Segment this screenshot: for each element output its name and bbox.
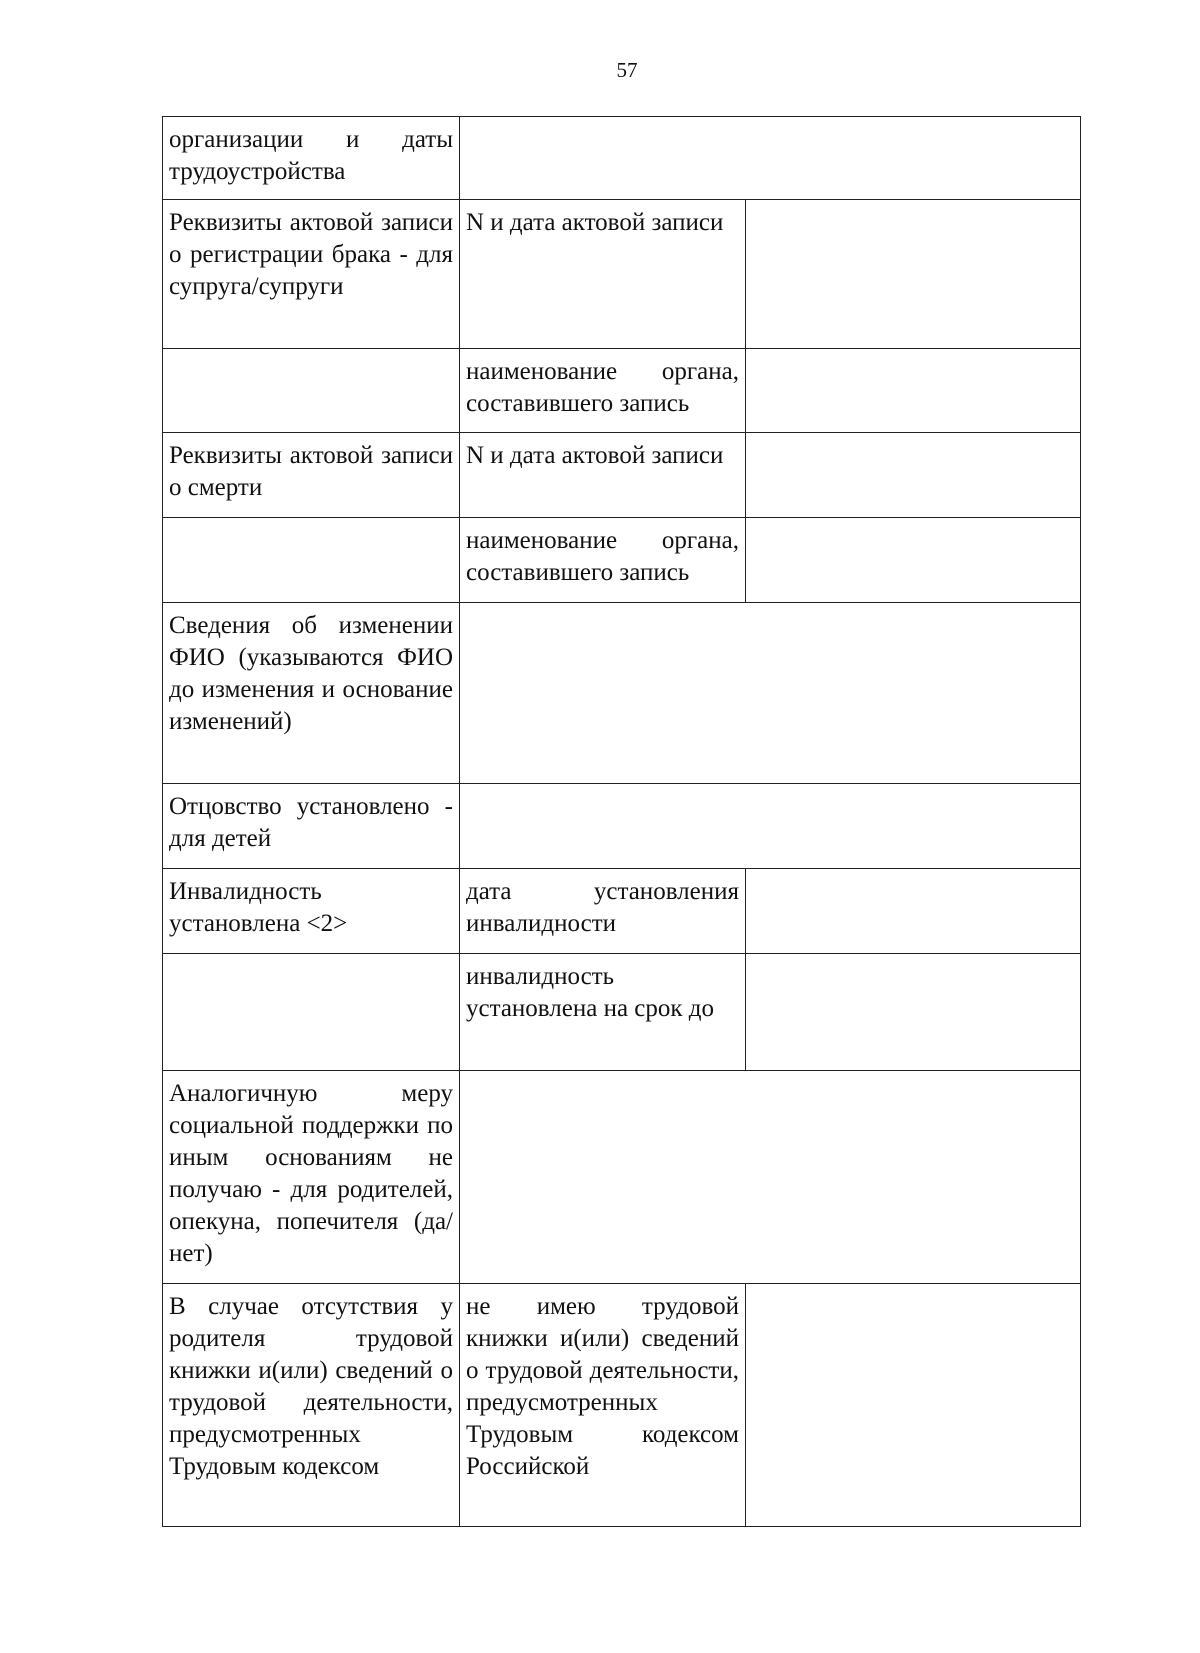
death-record-authority-label: наименование органа, составившего запись (460, 518, 746, 603)
employment-label: организации и даты трудоустройства (163, 117, 460, 200)
empty-label-cell (163, 518, 460, 603)
no-work-book-value[interactable] (746, 1284, 1081, 1527)
disability-label: Инвалидность установлена <2> (163, 869, 460, 954)
row-name-change (163, 603, 1081, 784)
disability-date-label: дата установления инвалидности (460, 869, 746, 954)
name-change-label: Сведения об изменении ФИО (указываются ФИО до изменения и основание изменений) (163, 603, 460, 784)
empty-label-cell (163, 349, 460, 433)
name-change-value-cell[interactable] (460, 603, 1081, 784)
row-death-authority (163, 518, 1081, 603)
application-form-table (162, 116, 1081, 1527)
death-record-authority-value[interactable] (746, 518, 1081, 603)
marriage-record-authority-value[interactable] (746, 349, 1081, 433)
page-number: 57 (616, 58, 638, 82)
death-record-number-date-label: N и дата актовой записи (460, 433, 746, 518)
similar-support-value-cell[interactable] (460, 1071, 1081, 1284)
row-employment (163, 117, 1081, 200)
death-record-number-date-value[interactable] (746, 433, 1081, 518)
paternity-value-cell[interactable] (460, 784, 1081, 869)
marriage-record-authority-label: наименование органа, составившего запись (460, 349, 746, 433)
row-similar-support (163, 1071, 1081, 1284)
row-marriage-authority (163, 349, 1081, 433)
row-paternity (163, 784, 1081, 869)
row-no-work-book (163, 1284, 1081, 1527)
marriage-record-number-date-label: N и дата актовой записи (460, 200, 746, 349)
employment-value-cell[interactable] (460, 117, 1081, 200)
disability-term-value[interactable] (746, 954, 1081, 1071)
death-record-label: Реквизиты актовой записи о смерти (163, 433, 460, 518)
marriage-record-number-date-value[interactable] (746, 200, 1081, 349)
row-disability-date (163, 869, 1081, 954)
no-work-book-option-cell (460, 1284, 746, 1527)
empty-label-cell (163, 954, 460, 1071)
similar-support-label: Аналогичную меру социальной поддержки по иным основаниям не получаю - для родителей, опекуна, попечителя (да/нет) (163, 1071, 460, 1284)
row-disability-term (163, 954, 1081, 1071)
no-work-book-option-label: не имею трудовой книжки и(или) сведений о трудовой деятельности, предусмотренных Трудовым кодексом Российской (466, 1293, 739, 1480)
disability-term-label: инвалидность установлена на срок до (460, 954, 746, 1071)
row-death-record (163, 433, 1081, 518)
row-marriage-record (163, 200, 1081, 349)
paternity-label: Отцовство установлено - для детей (163, 784, 460, 869)
marriage-record-label: Реквизиты актовой записи о регистрации брака - для супруга/супруги (163, 200, 460, 349)
no-work-book-label-cell (163, 1284, 460, 1527)
no-work-book-label: В случае отсутствия у родителя трудовой книжки и(или) сведений о трудовой деятельности, предусмотренных Трудовым кодексом (169, 1293, 453, 1480)
disability-date-value[interactable] (746, 869, 1081, 954)
